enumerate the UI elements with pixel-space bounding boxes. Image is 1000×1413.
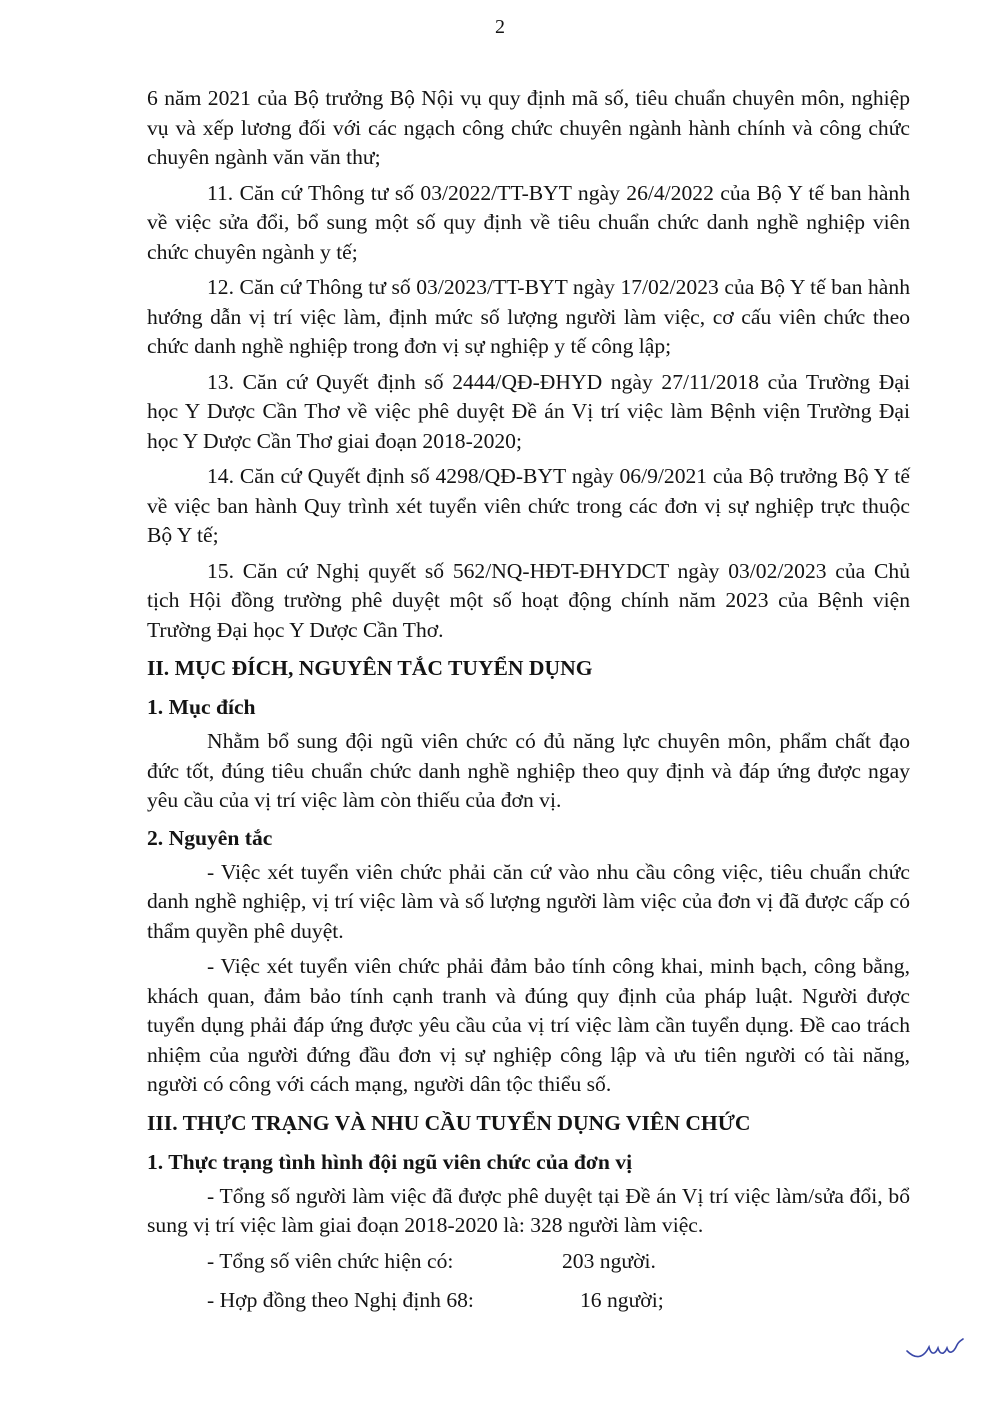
legal-basis-paragraph: 13. Căn cứ Quyết định số 2444/QĐ-ĐHYD ngày 27/11/2018 của Trường Đại học Y Dược Cần Thơ về việc phê duyệt Đề án Vị trí việc làm Bệnh viện Trường Đại học Y Dược Cần Thơ giai đoạn 2018-2020;	[147, 369, 910, 453]
status-paragraph: - Tổng số người làm việc đã được phê duyệt tại Đề án Vị trí việc làm/sửa đổi, bổ sung vị trí việc làm giai đoạn 2018-2020 là: 328 người làm việc.	[147, 1183, 910, 1237]
legal-basis-paragraph: 11. Căn cứ Thông tư số 03/2022/TT-BYT ngày 26/4/2022 của Bộ Y tế ban hành về việc sửa đổi, bổ sung một số quy định về tiêu chuẩn chức danh nghề nghiệp viên chức chuyên ngành y tế;	[147, 180, 910, 264]
stat-value: 16 người;	[580, 1288, 664, 1312]
document-body	[147, 84, 910, 1326]
stat-label: - Tổng số viên chức hiện có:	[207, 1248, 454, 1273]
page-number: 2	[495, 16, 505, 38]
stat-row-contract-count	[147, 1286, 910, 1316]
legal-basis-paragraph: 14. Căn cứ Quyết định số 4298/QĐ-BYT ngày 06/9/2021 của Bộ trưởng Bộ Y tế về việc ban hành Quy trình xét tuyển viên chức trong các đơn vị sự nghiệp trực thuộc Bộ Y tế;	[147, 464, 910, 547]
legal-basis-paragraph: 12. Căn cứ Thông tư số 03/2023/TT-BYT ngày 17/02/2023 của Bộ Y tế ban hành hướng dẫn vị trí việc làm, định mức số lượng người làm việc, cơ cấu viên chức theo chức danh nghề nghiệp trong đơn vị sự nghiệp y tế công lập;	[147, 275, 910, 358]
legal-basis-paragraph: 6 năm 2021 của Bộ trưởng Bộ Nội vụ quy định mã số, tiêu chuẩn chuyên môn, nghiệp vụ và xếp lương đối với các ngạch công chức chuyên ngành hành chính và công chức chuyên ngành văn văn thư;	[147, 86, 910, 169]
principle-paragraph: - Việc xét tuyển viên chức phải đảm bảo tính công khai, minh bạch, công bằng, khách quan, đảm bảo tính cạnh tranh và đúng quy định của pháp luật. Người được tuyển dụng phải đáp ứng được yêu cầu của vị trí việc làm cần tuyển dụng. Đề cao trách nhiệm của người đứng đầu đơn vị sự nghiệp công lập và ưu tiên người có tài năng, người có công với cách mạng, người dân tộc thiểu số.	[147, 954, 910, 1096]
signature-initials	[905, 1335, 965, 1363]
subsection-heading: 1. Mục đích	[147, 695, 256, 719]
purpose-paragraph: Nhằm bổ sung đội ngũ viên chức có đủ năng lực chuyên môn, phẩm chất đạo đức tốt, đúng tiêu chuẩn chức danh nghề nghiệp theo quy định và đáp ứng được ngay yêu cầu của vị trí việc làm còn thiếu của đơn vị.	[147, 729, 910, 812]
subsection-heading: 1. Thực trạng tình hình đội ngũ viên chức của đơn vị	[147, 1149, 633, 1174]
principle-paragraph: - Việc xét tuyển viên chức phải căn cứ vào nhu cầu công việc, tiêu chuẩn chức danh nghề nghiệp, vị trí việc làm và số lượng người làm việc của đơn vị đã được cấp có thẩm quyền phê duyệt.	[147, 859, 910, 943]
stat-value: 203 người.	[562, 1248, 656, 1273]
subsection-heading: 2. Nguyên tắc	[147, 825, 273, 850]
stat-row-staff-count	[147, 1247, 910, 1277]
legal-basis-paragraph: 15. Căn cứ Nghị quyết số 562/NQ-HĐT-ĐHYDCT ngày 03/02/2023 của Chủ tịch Hội đồng trường phê duyệt một số hoạt động chính năm 2023 của Bệnh viện Trường Đại học Y Dược Cần Thơ.	[147, 558, 910, 642]
section-heading: III. THỰC TRẠNG VÀ NHU CẦU TUYỂN DỤNG VIÊN CHỨC	[147, 1110, 751, 1135]
stat-label: - Hợp đồng theo Nghị định 68:	[207, 1288, 474, 1312]
section-heading: II. MỤC ĐÍCH, NGUYÊN TẮC TUYỂN DỤNG	[147, 656, 593, 680]
